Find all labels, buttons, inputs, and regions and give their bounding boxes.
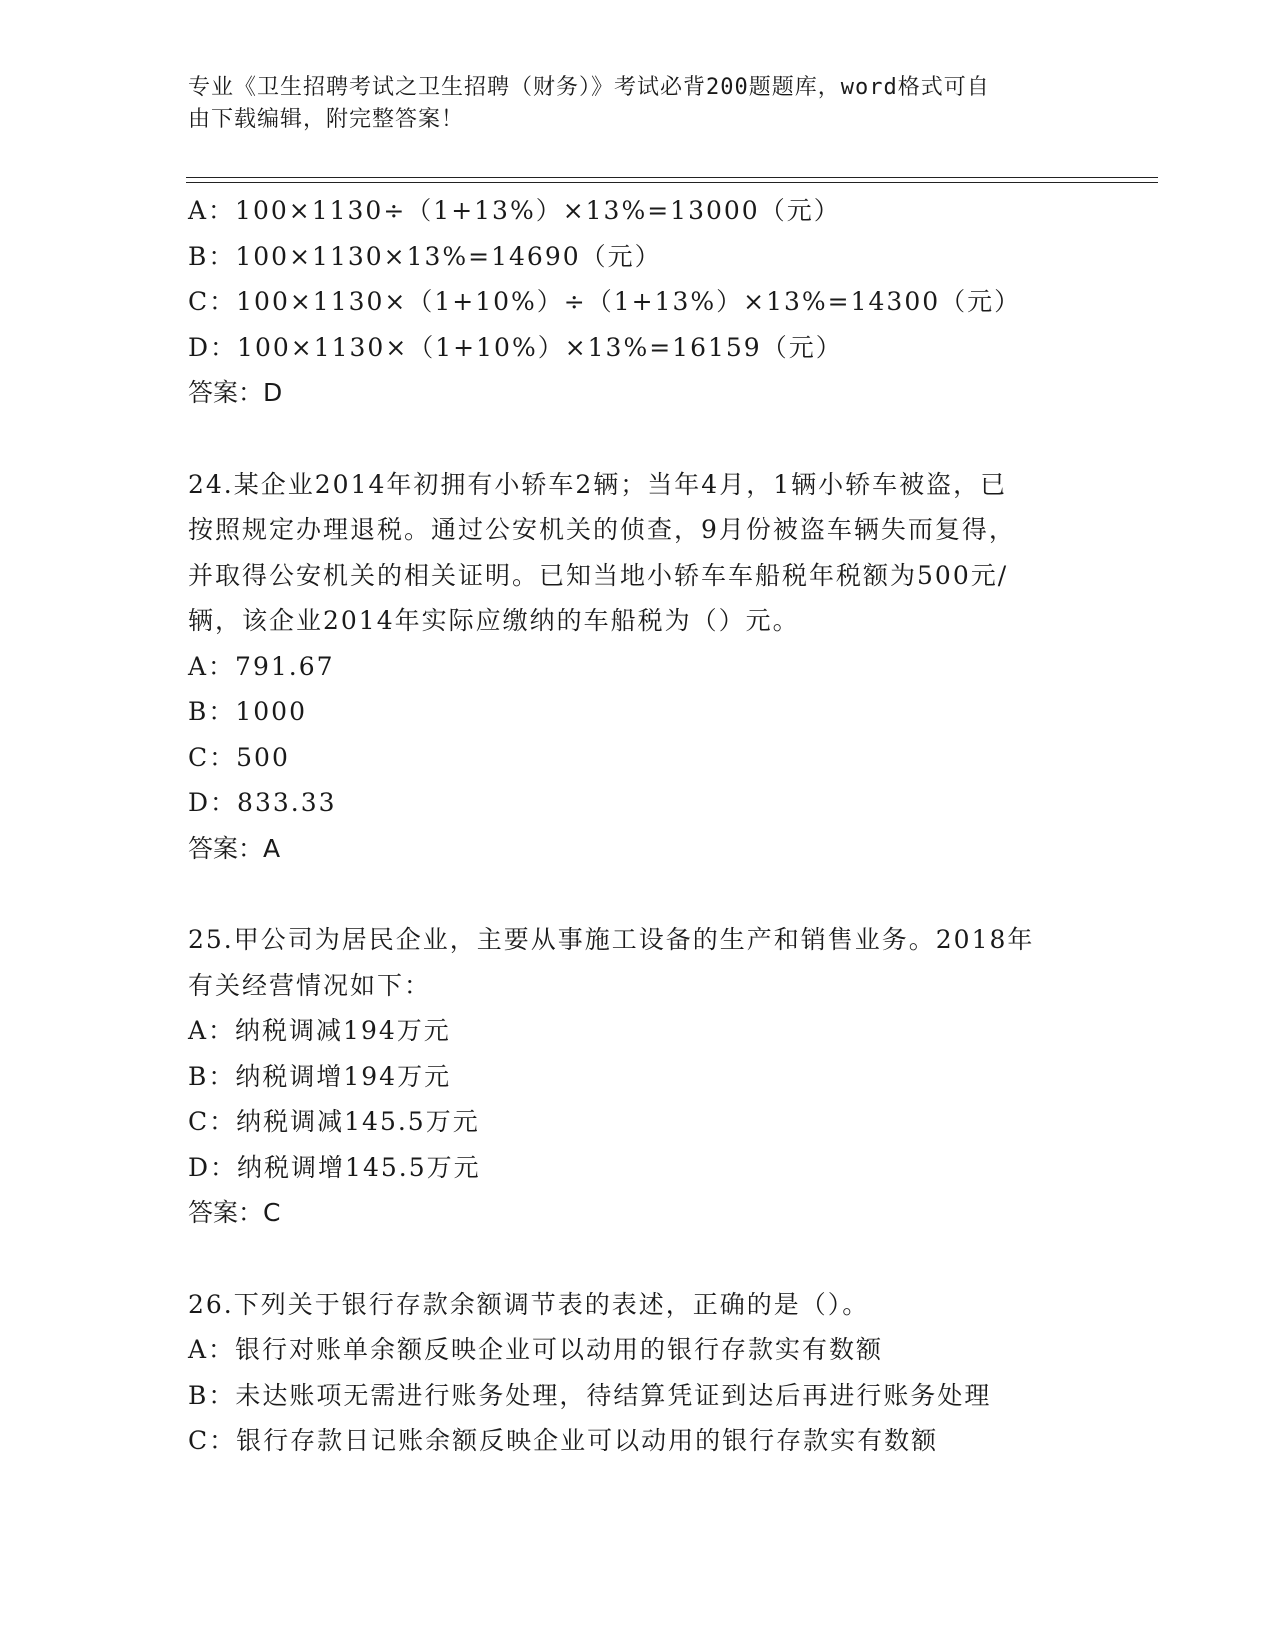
option-a: A：银行对账单余额反映企业可以动用的银行存款实有数额 (188, 1335, 884, 1364)
question-stem-line: 26.下列关于银行存款余额调节表的表述，正确的是（）。 (188, 1289, 870, 1319)
option-b: B：纳税调增194万元 (188, 1061, 452, 1091)
question-stem-line: 25.甲公司为居民企业，主要从事施工设备的生产和销售业务。2018年 (188, 925, 1035, 954)
option-d: D：833.33 (188, 788, 337, 817)
option-c: C：纳税调减145.5万元 (188, 1107, 480, 1136)
option-b: B：1000 (188, 697, 307, 726)
header-line-2: 由下载编辑，附完整答案！ (188, 107, 465, 132)
header-divider-bottom (186, 182, 1158, 183)
question-23 (188, 188, 1088, 416)
answer-line: 答案：D (188, 378, 283, 407)
option-c: C：银行存款日记账余额反映企业可以动用的银行存款实有数额 (188, 1426, 939, 1455)
question-stem-line: 辆，该企业2014年实际应缴纳的车船税为（）元。 (188, 606, 800, 635)
option-c: C：500 (188, 742, 290, 772)
spacer (188, 871, 1088, 917)
option-a: A：100×1130÷（1+13%）×13%=13000（元） (188, 196, 841, 225)
option-d: D：100×1130×（1+10%）×13%=16159（元） (188, 332, 843, 362)
question-stem-line: 按照规定办理退税。通过公安机关的侦查，9月份被盗车辆失而复得， (188, 515, 1016, 544)
option-b: B：未达账项无需进行账务处理，待结算凭证到达后再进行账务处理 (188, 1380, 992, 1410)
answer-line: 答案：C (188, 1198, 281, 1227)
question-stem-line: 并取得公安机关的相关证明。已知当地小轿车车船税年税额为500元/ (188, 560, 1009, 590)
question-stem-line: 有关经营情况如下： (188, 970, 432, 1000)
question-24 (188, 462, 1088, 872)
option-b: B：100×1130×13%=14690（元） (188, 241, 662, 271)
header-divider-top (186, 177, 1158, 178)
option-a: A：791.67 (188, 651, 335, 681)
option-a: A：纳税调减194万元 (188, 1016, 451, 1045)
question-26 (188, 1282, 1088, 1464)
answer-line: 答案：A (188, 833, 281, 863)
option-d: D：纳税调增145.5万元 (188, 1152, 481, 1182)
question-list (188, 188, 1088, 1464)
option-c: C：100×1130×（1+10%）÷（1+13%）×13%=14300（元） (188, 287, 1022, 316)
question-25 (188, 917, 1088, 1236)
question-stem-line: 24.某企业2014年初拥有小轿车2辆；当年4月，1辆小轿车被盗，已 (188, 469, 1008, 499)
spacer (188, 1236, 1088, 1282)
spacer (188, 416, 1088, 462)
header-line-1: 专业《卫生招聘考试之卫生招聘（财务）》考试必背200题题库，word格式可自 (188, 75, 990, 100)
document-header (188, 72, 1068, 136)
